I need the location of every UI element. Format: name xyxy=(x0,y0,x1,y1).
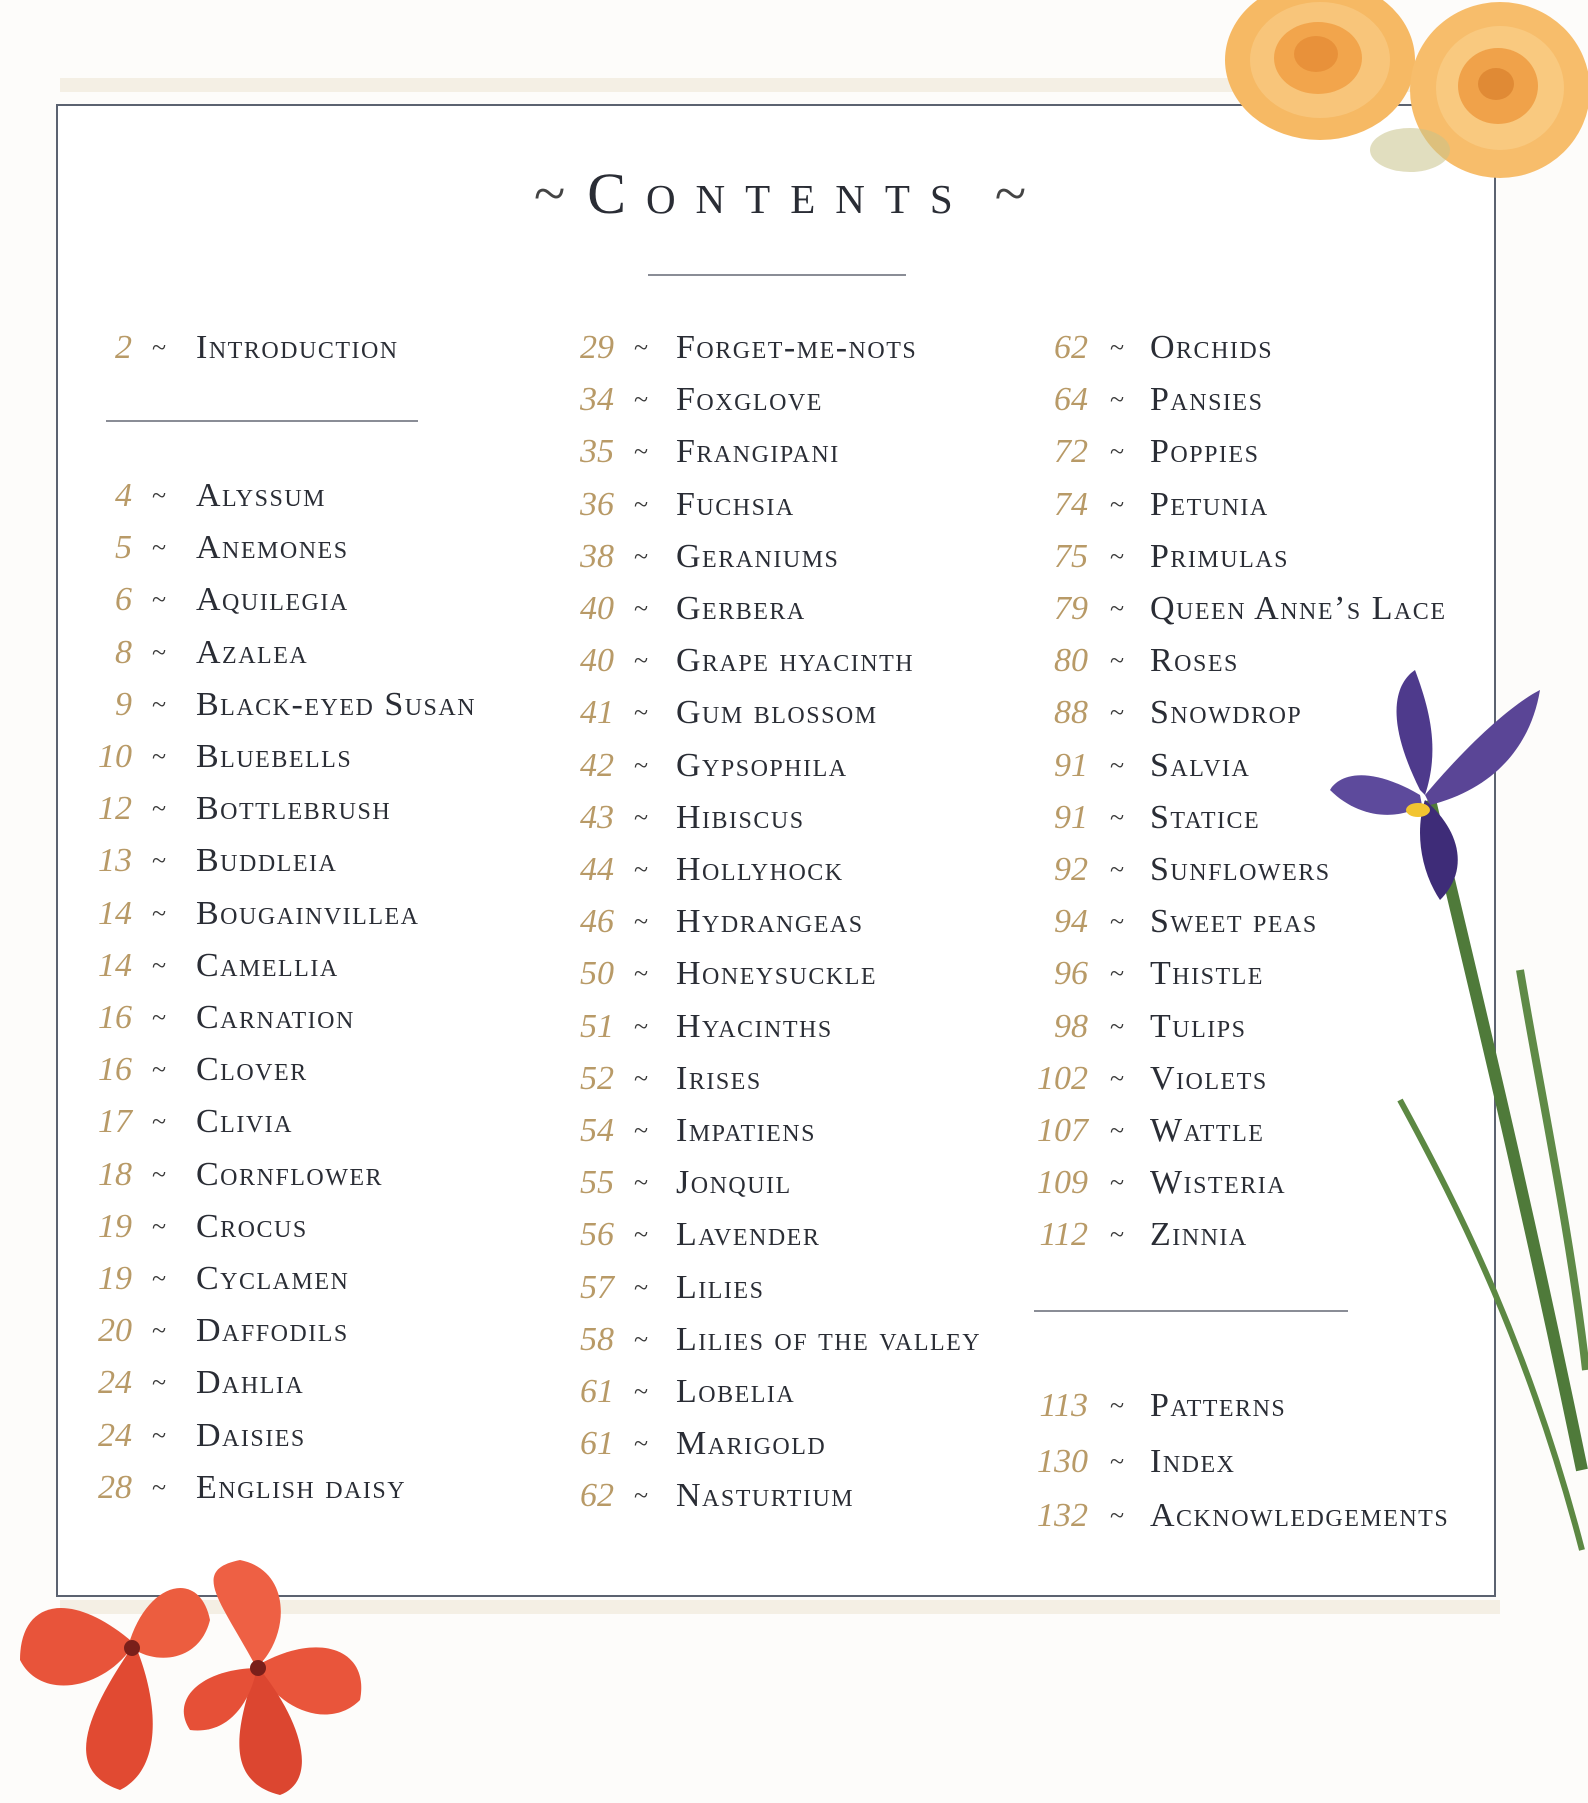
page-number: 88 xyxy=(1054,694,1088,732)
contents-entry xyxy=(1010,537,1530,577)
entry-title: Bougainvillea xyxy=(196,894,420,932)
rose-leaf xyxy=(1370,128,1450,172)
iris-petal-top xyxy=(1397,670,1433,795)
entry-title: Cyclamen xyxy=(196,1260,350,1297)
contents-entry xyxy=(540,746,1060,786)
entry-title: Azalea xyxy=(196,633,309,671)
page-number: 29 xyxy=(580,329,614,366)
entry-separator: ~ xyxy=(152,1420,167,1450)
page-number: 112 xyxy=(1039,1216,1088,1254)
entry-separator: ~ xyxy=(634,750,649,780)
entry-separator: ~ xyxy=(152,1264,167,1293)
entry-title: Bottlebrush xyxy=(196,790,392,828)
page-number: 72 xyxy=(1054,433,1088,471)
contents-entry xyxy=(60,1050,580,1090)
entry-separator: ~ xyxy=(152,637,167,667)
entry-separator: ~ xyxy=(1110,594,1125,623)
entry-separator: ~ xyxy=(1110,1011,1125,1041)
entry-title: Cornflower xyxy=(196,1155,384,1193)
entry-title: Carnation xyxy=(196,999,355,1036)
entry-title: Lavender xyxy=(676,1216,821,1254)
page-number: 10 xyxy=(98,738,132,775)
entry-title: Frangipani xyxy=(676,433,840,471)
entry-separator: ~ xyxy=(634,1011,649,1041)
entry-separator: ~ xyxy=(634,646,649,676)
page-number: 54 xyxy=(580,1112,614,1149)
iris-stem xyxy=(1430,800,1582,1470)
entry-title: Grape hyacinth xyxy=(676,642,915,680)
entry-title: Bluebells xyxy=(196,738,353,775)
page-number: 132 xyxy=(1037,1497,1088,1534)
page-number: 9 xyxy=(115,685,132,723)
page-number: 91 xyxy=(1054,798,1088,836)
page-number: 92 xyxy=(1054,851,1088,888)
entry-title: Geraniums xyxy=(676,537,840,575)
page-number: 44 xyxy=(580,851,614,888)
entry-separator: ~ xyxy=(152,1472,167,1502)
page-number: 58 xyxy=(580,1320,614,1358)
entry-separator: ~ xyxy=(634,1324,649,1354)
page-number: 16 xyxy=(98,999,132,1036)
entry-title: Hyacinths xyxy=(676,1007,833,1045)
page-number: 64 xyxy=(1054,381,1088,419)
page-number: 43 xyxy=(580,798,614,836)
contents-entry xyxy=(540,537,1060,577)
entry-separator: ~ xyxy=(634,385,649,415)
entry-title: Camellia xyxy=(196,946,339,984)
entry-title: Marigold xyxy=(676,1425,827,1463)
entry-title: Clover xyxy=(196,1051,308,1089)
entry-separator: ~ xyxy=(1110,1391,1125,1420)
page-number: 46 xyxy=(580,903,614,941)
contents-entry xyxy=(60,1468,580,1508)
entry-separator: ~ xyxy=(634,333,649,362)
page-number: 102 xyxy=(1037,1059,1088,1097)
page-number: 17 xyxy=(98,1103,132,1141)
entry-title: Black-eyed Susan xyxy=(196,685,477,723)
page-number: 107 xyxy=(1037,1112,1088,1149)
contents-entry xyxy=(60,789,580,829)
impatiens-flower-left xyxy=(20,1588,210,1790)
entry-separator: ~ xyxy=(634,855,649,884)
contents-entry xyxy=(1010,432,1530,472)
contents-entry xyxy=(60,528,580,568)
page-number: 40 xyxy=(580,642,614,680)
contents-entry xyxy=(60,1155,580,1195)
page-number: 18 xyxy=(98,1155,132,1193)
contents-entry xyxy=(540,328,1060,368)
contents-entry xyxy=(60,1207,580,1247)
page-number: 51 xyxy=(580,1007,614,1045)
page-number: 38 xyxy=(580,537,614,575)
entry-separator: ~ xyxy=(152,1211,167,1241)
entry-title: Violets xyxy=(1150,1059,1268,1097)
page-number: 14 xyxy=(98,946,132,984)
page-number: 56 xyxy=(580,1216,614,1254)
entry-title: Statice xyxy=(1150,798,1261,836)
entry-title: Introduction xyxy=(196,329,399,366)
contents-entry xyxy=(60,685,580,725)
page-number: 109 xyxy=(1037,1164,1088,1202)
contents-entry xyxy=(540,1007,1060,1047)
entry-separator: ~ xyxy=(634,541,649,571)
entry-separator: ~ xyxy=(634,698,649,728)
contents-entry xyxy=(1010,380,1530,420)
entry-title: Salvia xyxy=(1150,746,1251,784)
entry-separator: ~ xyxy=(1110,959,1125,989)
page-number: 24 xyxy=(98,1364,132,1402)
page-number: 41 xyxy=(580,694,614,732)
page-number: 57 xyxy=(580,1268,614,1306)
entry-title: Queen Anne’s Lace xyxy=(1150,590,1447,627)
contents-entry xyxy=(60,580,580,620)
entry-title: Acknowledgements xyxy=(1150,1497,1450,1534)
page-number: 74 xyxy=(1054,485,1088,523)
page-number: 75 xyxy=(1054,537,1088,575)
entry-separator: ~ xyxy=(1110,698,1125,728)
entry-separator: ~ xyxy=(1110,385,1125,415)
entry-title: Snowdrop xyxy=(1150,694,1303,732)
page-number: 62 xyxy=(580,1477,614,1515)
entry-separator: ~ xyxy=(1110,333,1125,362)
contents-entry xyxy=(540,1268,1060,1308)
entry-separator: ~ xyxy=(1110,1220,1125,1250)
page-number: 42 xyxy=(580,746,614,784)
entry-separator: ~ xyxy=(1110,855,1125,884)
page-number: 36 xyxy=(580,485,614,523)
entry-separator: ~ xyxy=(1110,1063,1125,1093)
entry-separator: ~ xyxy=(152,1316,167,1346)
contents-entry xyxy=(60,841,580,881)
contents-entry xyxy=(1010,328,1530,368)
entry-title: Impatiens xyxy=(676,1112,816,1149)
entry-separator: ~ xyxy=(1110,437,1125,467)
roses-illustration xyxy=(1200,0,1588,200)
page-number: 113 xyxy=(1039,1387,1088,1424)
entry-title: Anemones xyxy=(196,529,349,567)
entry-separator: ~ xyxy=(152,1107,167,1137)
entry-title: Primulas xyxy=(1150,537,1289,575)
entry-title: English daisy xyxy=(196,1468,407,1506)
page-number: 12 xyxy=(98,790,132,828)
entry-separator: ~ xyxy=(152,1055,167,1085)
entry-separator: ~ xyxy=(1110,1168,1125,1198)
page-number: 28 xyxy=(98,1468,132,1506)
contents-entry xyxy=(540,589,1060,629)
entry-separator: ~ xyxy=(152,742,167,771)
entry-title: Crocus xyxy=(196,1207,308,1245)
entry-title: Daisies xyxy=(196,1416,306,1454)
contents-entry xyxy=(540,641,1060,681)
zinnia-rule xyxy=(1034,1310,1348,1312)
entry-separator: ~ xyxy=(152,689,167,719)
entry-separator: ~ xyxy=(152,1003,167,1032)
entry-separator: ~ xyxy=(152,794,167,824)
entry-separator: ~ xyxy=(634,907,649,937)
entry-title: Honeysuckle xyxy=(676,955,878,993)
intro-rule xyxy=(106,420,418,422)
entry-title: Fuchsia xyxy=(676,485,795,523)
entry-title: Patterns xyxy=(1150,1387,1287,1424)
page-number: 40 xyxy=(580,590,614,627)
entry-separator: ~ xyxy=(152,1159,167,1189)
contents-entry xyxy=(60,1311,580,1351)
entry-separator: ~ xyxy=(152,585,167,615)
iris-center xyxy=(1406,803,1430,817)
contents-entry xyxy=(540,432,1060,472)
entry-separator: ~ xyxy=(634,1429,649,1459)
entry-title: Index xyxy=(1150,1443,1236,1480)
page-number: 94 xyxy=(1054,903,1088,941)
contents-entry xyxy=(1010,485,1530,525)
entry-separator: ~ xyxy=(152,846,167,876)
entry-title: Lilies of the valley xyxy=(676,1320,982,1358)
contents-entry xyxy=(540,1476,1060,1516)
contents-entry xyxy=(540,485,1060,525)
contents-entry xyxy=(60,737,580,777)
page-number: 24 xyxy=(98,1416,132,1454)
entry-separator: ~ xyxy=(634,1272,649,1302)
page-number: 8 xyxy=(115,633,132,671)
entry-title: Gum blossom xyxy=(676,694,878,732)
page-number: 14 xyxy=(98,894,132,932)
entry-separator: ~ xyxy=(1110,1501,1125,1530)
page-number: 50 xyxy=(580,955,614,993)
entry-title: Tulips xyxy=(1150,1007,1247,1045)
iris-petal-right xyxy=(1425,690,1540,805)
entry-title: Foxglove xyxy=(676,381,823,419)
entry-title: Clivia xyxy=(196,1103,293,1141)
contents-entry xyxy=(540,1111,1060,1151)
page-number: 98 xyxy=(1054,1007,1088,1045)
contents-entry xyxy=(540,380,1060,420)
entry-title: Gerbera xyxy=(676,590,806,627)
entry-title: Poppies xyxy=(1150,433,1260,471)
entry-title: Orchids xyxy=(1150,329,1274,366)
entry-separator: ~ xyxy=(1110,750,1125,780)
entry-separator: ~ xyxy=(152,481,167,510)
entry-title: Irises xyxy=(676,1059,762,1097)
title-rule xyxy=(648,274,906,276)
contents-entry xyxy=(60,998,580,1038)
page-number: 5 xyxy=(115,529,132,567)
contents-entry xyxy=(60,328,580,368)
entry-title: Lilies xyxy=(676,1268,765,1306)
entry-title: Wattle xyxy=(1150,1112,1265,1149)
contents-entry xyxy=(540,1163,1060,1203)
contents-entry xyxy=(60,1102,580,1142)
entry-title: Pansies xyxy=(1150,381,1264,419)
contents-entry xyxy=(540,693,1060,733)
entry-separator: ~ xyxy=(1110,802,1125,832)
entry-title: Gypsophila xyxy=(676,746,848,784)
entry-title: Wisteria xyxy=(1150,1164,1287,1202)
page-number: 61 xyxy=(580,1425,614,1463)
page-number: 91 xyxy=(1054,746,1088,784)
entry-title: Buddleia xyxy=(196,842,338,880)
title-tilde-right: ~ xyxy=(994,161,1027,226)
entry-separator: ~ xyxy=(1110,646,1125,676)
contents-entry xyxy=(540,798,1060,838)
entry-title: Sunflowers xyxy=(1150,851,1331,888)
title-text: Contents xyxy=(587,161,973,226)
contents-entry xyxy=(540,1215,1060,1255)
entry-separator: ~ xyxy=(1110,1447,1125,1476)
entry-separator: ~ xyxy=(1110,489,1125,519)
contents-entry xyxy=(540,1059,1060,1099)
entry-separator: ~ xyxy=(634,1063,649,1093)
page-number: 61 xyxy=(580,1373,614,1410)
entry-separator: ~ xyxy=(1110,907,1125,937)
entry-title: Forget-me-nots xyxy=(676,329,918,366)
impatiens-illustration xyxy=(0,1540,400,1803)
entry-title: Nasturtium xyxy=(676,1477,855,1515)
entry-title: Petunia xyxy=(1150,485,1269,523)
contents-entry xyxy=(60,1259,580,1299)
contents-entry xyxy=(540,1424,1060,1464)
page-number: 80 xyxy=(1054,642,1088,680)
entry-separator: ~ xyxy=(1110,1116,1125,1145)
page-number: 16 xyxy=(98,1051,132,1089)
contents-entry xyxy=(540,850,1060,890)
page-number: 13 xyxy=(98,842,132,880)
page-number: 62 xyxy=(1054,329,1088,366)
entry-title: Roses xyxy=(1150,642,1239,680)
contents-entry xyxy=(60,894,580,934)
entry-separator: ~ xyxy=(634,802,649,832)
contents-entry xyxy=(540,1320,1060,1360)
contents-entry xyxy=(540,902,1060,942)
entry-separator: ~ xyxy=(634,594,649,623)
page-number: 19 xyxy=(98,1260,132,1297)
page-number: 34 xyxy=(580,381,614,419)
entry-separator: ~ xyxy=(152,1368,167,1398)
page-number: 79 xyxy=(1054,590,1088,627)
entry-separator: ~ xyxy=(634,1116,649,1145)
entry-separator: ~ xyxy=(634,1481,649,1511)
entry-separator: ~ xyxy=(152,950,167,980)
entry-separator: ~ xyxy=(152,898,167,928)
contents-entry xyxy=(60,1363,580,1403)
page-number: 35 xyxy=(580,433,614,471)
contents-entry xyxy=(540,1372,1060,1412)
contents-entry xyxy=(60,946,580,986)
entry-title: Thistle xyxy=(1150,955,1264,993)
entry-separator: ~ xyxy=(634,1377,649,1406)
page-number: 6 xyxy=(115,581,132,619)
page-number: 52 xyxy=(580,1059,614,1097)
entry-separator: ~ xyxy=(634,489,649,519)
entry-title: Hydrangeas xyxy=(676,903,864,941)
entry-title: Hollyhock xyxy=(676,851,844,888)
page-number: 96 xyxy=(1054,955,1088,993)
entry-title: Aquilegia xyxy=(196,581,349,619)
iris-illustration xyxy=(1320,670,1588,1570)
entry-title: Dahlia xyxy=(196,1364,305,1402)
contents-entry xyxy=(1010,589,1530,629)
entry-title: Zinnia xyxy=(1150,1216,1248,1254)
entry-separator: ~ xyxy=(634,959,649,989)
contents-entry xyxy=(540,954,1060,994)
impatiens-flower-right xyxy=(184,1560,361,1795)
title-tilde-left: ~ xyxy=(533,161,566,226)
page-number: 4 xyxy=(115,477,132,514)
entry-title: Sweet peas xyxy=(1150,903,1318,941)
page-number: 130 xyxy=(1037,1443,1088,1480)
entry-separator: ~ xyxy=(634,437,649,467)
contents-entry xyxy=(60,476,580,516)
page-number: 20 xyxy=(98,1312,132,1350)
entry-separator: ~ xyxy=(634,1220,649,1250)
entry-separator: ~ xyxy=(634,1168,649,1198)
page-number: 55 xyxy=(580,1164,614,1202)
entry-title: Daffodils xyxy=(196,1312,349,1350)
entry-title: Jonquil xyxy=(676,1164,792,1202)
page-number: 19 xyxy=(98,1207,132,1245)
rose-left xyxy=(1225,0,1415,140)
contents-entry xyxy=(60,633,580,673)
page-number: 2 xyxy=(115,329,132,366)
contents-entry xyxy=(60,1416,580,1456)
entry-title: Alyssum xyxy=(196,477,327,514)
entry-title: Hibiscus xyxy=(676,798,805,836)
entry-separator: ~ xyxy=(1110,541,1125,571)
entry-separator: ~ xyxy=(152,333,167,362)
entry-title: Lobelia xyxy=(676,1373,796,1410)
entry-separator: ~ xyxy=(152,533,167,563)
